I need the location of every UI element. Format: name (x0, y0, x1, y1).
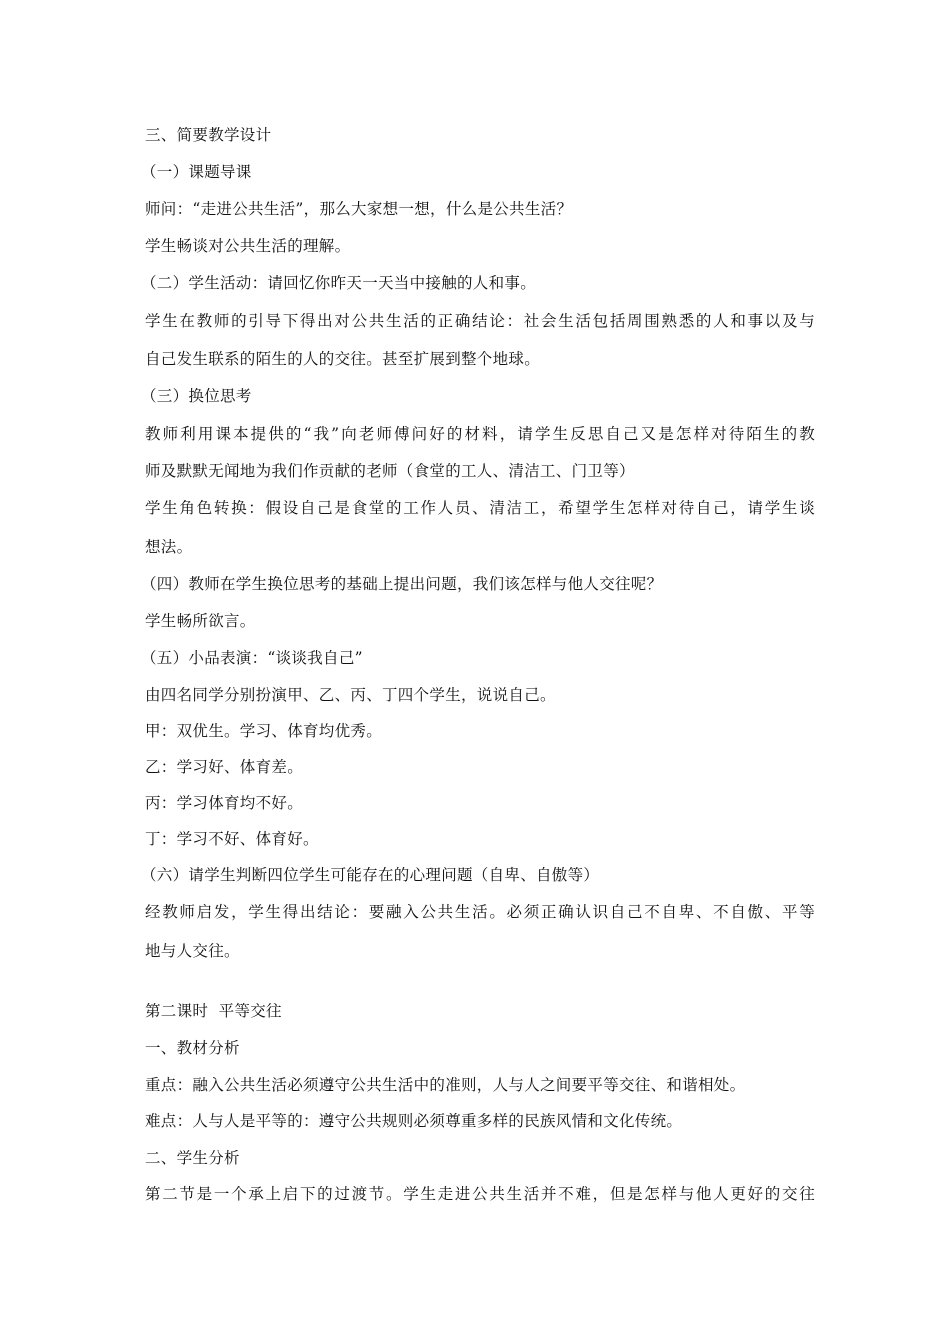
paragraph-line: 丁：学习不好、体育好。 (145, 830, 319, 848)
subsection-heading: （五）小品表演：“谈谈我自己” (141, 649, 363, 667)
paragraph-line: 丙：学习体育均不好。 (145, 794, 304, 812)
section-heading: 一、教材分析 (145, 1039, 240, 1057)
lesson-title: 第二课时 平等交往 (145, 1002, 282, 1020)
subsection-heading: （六）请学生判断四位学生可能存在的心理问题（自卑、自傲等） (141, 866, 600, 884)
paragraph-line: 自己发生联系的陌生的人的交往。甚至扩展到整个地球。 (145, 350, 541, 368)
subsection-heading: （二）学生活动：请回忆你昨天一天当中接触的人和事。 (141, 274, 537, 292)
paragraph-line: 学生角色转换：假设自己是食堂的工作人员、清洁工，希望学生怎样对待自己，请学生谈 (145, 499, 815, 517)
paragraph-line: 师及默默无闻地为我们作贡献的老师（食堂的工人、清洁工、门卫等） (145, 462, 635, 480)
subsection-heading: （四）教师在学生换位思考的基础上提出问题，我们该怎样与他人交往呢？ (141, 575, 663, 593)
paragraph-line: 第二节是一个承上启下的过渡节。学生走进公共生活并不难，但是怎样与他人更好的交往 (145, 1185, 815, 1203)
paragraph-line: 甲：双优生。学习、体育均优秀。 (145, 722, 383, 740)
paragraph-line: 重点：融入公共生活必须遵守公共生活中的准则，人与人之间要平等交往、和谐相处。 (145, 1076, 746, 1094)
subsection-heading: （一）课题导课 (141, 163, 252, 181)
subsection-heading: （三）换位思考 (141, 387, 252, 405)
paragraph-line: 学生畅谈对公共生活的理解。 (145, 237, 351, 255)
paragraph-line: 学生在教师的引导下得出对公共生活的正确结论：社会生活包括周围熟悉的人和事以及与 (145, 312, 815, 330)
paragraph-line: 由四名同学分别扮演甲、乙、丙、丁四个学生，说说自己。 (145, 686, 556, 704)
paragraph-line: 想法。 (145, 538, 193, 556)
paragraph-line: 地与人交往。 (145, 942, 240, 960)
paragraph-line: 乙：学习好、体育差。 (145, 758, 304, 776)
paragraph-line: 师问：“走进公共生活”，那么大家想一想，什么是公共生活？ (145, 200, 573, 218)
paragraph-line: 经教师启发，学生得出结论：要融入公共生活。必须正确认识自己不自卑、不自傲、平等 (145, 903, 815, 921)
paragraph-line: 教师利用课本提供的“我”向老师傅问好的材料，请学生反思自己又是怎样对待陌生的教 (145, 425, 815, 443)
paragraph-line: 学生畅所欲言。 (145, 612, 256, 630)
paragraph-line: 难点：人与人是平等的：遵守公共规则必须尊重多样的民族风情和文化传统。 (145, 1112, 683, 1130)
section-heading: 二、学生分析 (145, 1149, 240, 1167)
section-heading: 三、简要教学设计 (145, 126, 272, 144)
